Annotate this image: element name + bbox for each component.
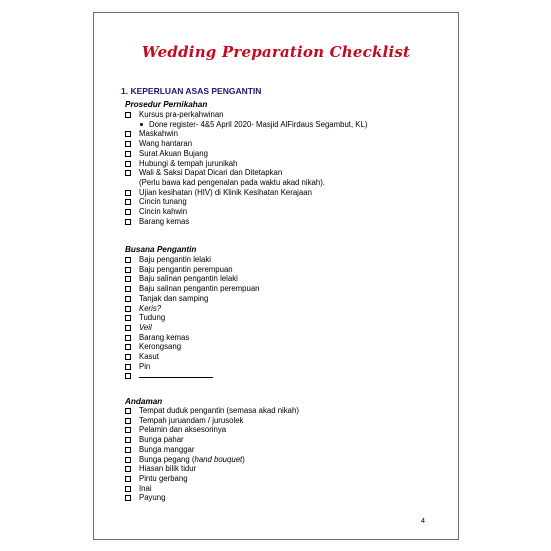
checkbox-icon [125,354,131,360]
document-page [93,12,459,540]
checklist-item-label: Barang kemas [139,332,190,342]
checklist-item [125,455,299,465]
checkbox-icon [125,325,131,331]
checkbox-icon [125,315,131,321]
checklist-item-note: hand bouquet [194,454,243,464]
checklist-item [125,362,260,372]
checkbox-icon [125,286,131,292]
checklist-item-label: Tempat duduk pengantin (semasa akad nikah) [139,406,299,415]
checklist-item-label: Kasut [139,352,159,362]
checklist-item-suffix: ) [242,454,245,464]
checkbox-icon [125,219,131,225]
checkbox-icon [125,306,131,312]
checkbox-icon [125,170,131,176]
checklist-item-label: Bunga pahar [139,435,184,445]
checklist-item-label: Surat Akuan Bujang [139,148,208,158]
checklist-item [125,313,260,323]
checklist-item [125,406,299,416]
checklist-item-label: Tempah juruandam / jurusolek [139,415,244,425]
checkbox-icon [125,437,131,443]
checklist-item [125,274,260,284]
checklist-item-label: Kerongsang [139,342,182,352]
checkbox-icon [125,373,131,379]
checkbox-icon [125,257,131,263]
checklist-item [125,168,367,178]
checklist-item-label: Inai [139,483,152,493]
checkbox-icon [125,161,131,167]
checklist-item-label: Keris? [139,303,162,313]
checkbox-icon [125,344,131,350]
checklist-item-label: Bunga pegang ( [139,454,195,464]
checklist-item [125,139,367,149]
checklist-item [125,110,367,120]
blank-entry-line [139,371,213,378]
checklist-item [125,333,260,343]
checklist-item [125,425,299,435]
checklist-item [125,255,260,265]
checklist-item [125,323,260,333]
checklist-prosedur [125,110,367,226]
checklist-item [125,464,299,474]
checklist-item-label: Bunga manggar [139,444,195,454]
checklist-item [125,207,367,217]
checklist-item-label: Payung [139,493,166,503]
checkbox-icon [125,408,131,414]
checkbox-icon [125,495,131,501]
checklist-item [125,188,367,198]
checkbox-icon [125,466,131,472]
checklist-item [125,129,367,139]
checkbox-icon [125,457,131,463]
checklist-item-label: Baju pengantin perempuan [139,264,233,274]
checklist-item [125,342,260,352]
checklist-item [125,416,299,426]
checkbox-icon [125,131,131,137]
checklist-item-label: Pin [139,361,151,371]
page-number: 4 [420,516,425,525]
checklist-item [125,445,299,455]
checklist-item [125,352,260,362]
checklist-item-label: Cincin tunang [139,197,187,207]
checklist-item-label: Kursus pra-perkahwinan [139,110,224,119]
bullet-icon [140,123,143,126]
checklist-item [125,371,260,381]
section-heading: 1. KEPERLUAN ASAS PENGANTIN [121,86,262,96]
checkbox-icon [125,276,131,282]
subheading-andaman: Andaman [125,397,163,406]
checklist-item-label: Ujian kesihatan (HIV) di Klinik Kesihatan Kerajaan [139,187,312,197]
checkbox-icon [125,486,131,492]
subheading-busana: Busana Pengantin [125,245,197,254]
checklist-item [125,149,367,159]
checklist-item [125,474,299,484]
checklist-item-label: Cincin kahwin [139,207,188,217]
checkbox-icon [125,476,131,482]
checklist-item-label: Baju salinan pengantin lelaki [139,274,238,284]
checklist-item [125,493,299,503]
checklist-item [125,178,367,188]
checklist-item-label: (Perlu bawa kad pengenalan pada waktu akad nikah). [139,177,325,187]
subheading-prosedur: Prosedur Pernikahan [125,100,208,109]
checklist-item-label: Veil [139,322,152,332]
checklist-item-label: Maskahwin [139,129,178,139]
checklist-item-label: Wang hantaran [139,139,193,149]
checklist-item [125,484,299,494]
checklist-item-label: Hubungi & tempah jurunikah [139,158,238,168]
checkbox-icon [125,141,131,147]
checklist-item [125,435,299,445]
checkbox-icon [125,267,131,273]
checkbox-icon [125,447,131,453]
page-title: Wedding Preparation Checklist [141,43,411,61]
checkbox-icon [125,427,131,433]
checkbox-icon [125,199,131,205]
checkbox-icon [125,209,131,215]
checklist-item-label: Hiasan bilik tidur [139,464,197,474]
checklist-item-label: Wali & Saksi Dapat Dicari dan Ditetapkan [139,168,283,178]
checklist-item-label: Barang kemas [139,216,190,226]
checkbox-icon [125,296,131,302]
checkbox-icon [125,190,131,196]
checklist-item-label: Tanjak dan samping [139,293,209,303]
checkbox-icon [125,418,131,424]
checklist-busana [125,255,260,381]
checklist-item-label: Done register- 4&5 April 2020- Masjid AlFirdaus Segambut, KL) [149,119,368,129]
checkbox-icon [125,364,131,370]
checkbox-icon [125,335,131,341]
checklist-item [125,217,367,227]
checkbox-icon [125,151,131,157]
checklist-item [125,120,367,130]
checklist-item-label: Pelamin dan aksesorinya [139,425,227,435]
checklist-item-label: Baju pengantin lelaki [139,255,211,264]
checkbox-icon [125,112,131,118]
checklist-item [125,304,260,314]
checklist-item [125,284,260,294]
checklist-item-label: Baju salinan pengantin perempuan [139,284,260,294]
checklist-item [125,294,260,304]
checklist-item-label: Tudung [139,313,166,323]
checklist-andaman [125,406,299,503]
checklist-item [125,265,260,275]
checklist-item-label: Pintu gerbang [139,473,188,483]
checklist-item [125,197,367,207]
checklist-item [125,159,367,169]
